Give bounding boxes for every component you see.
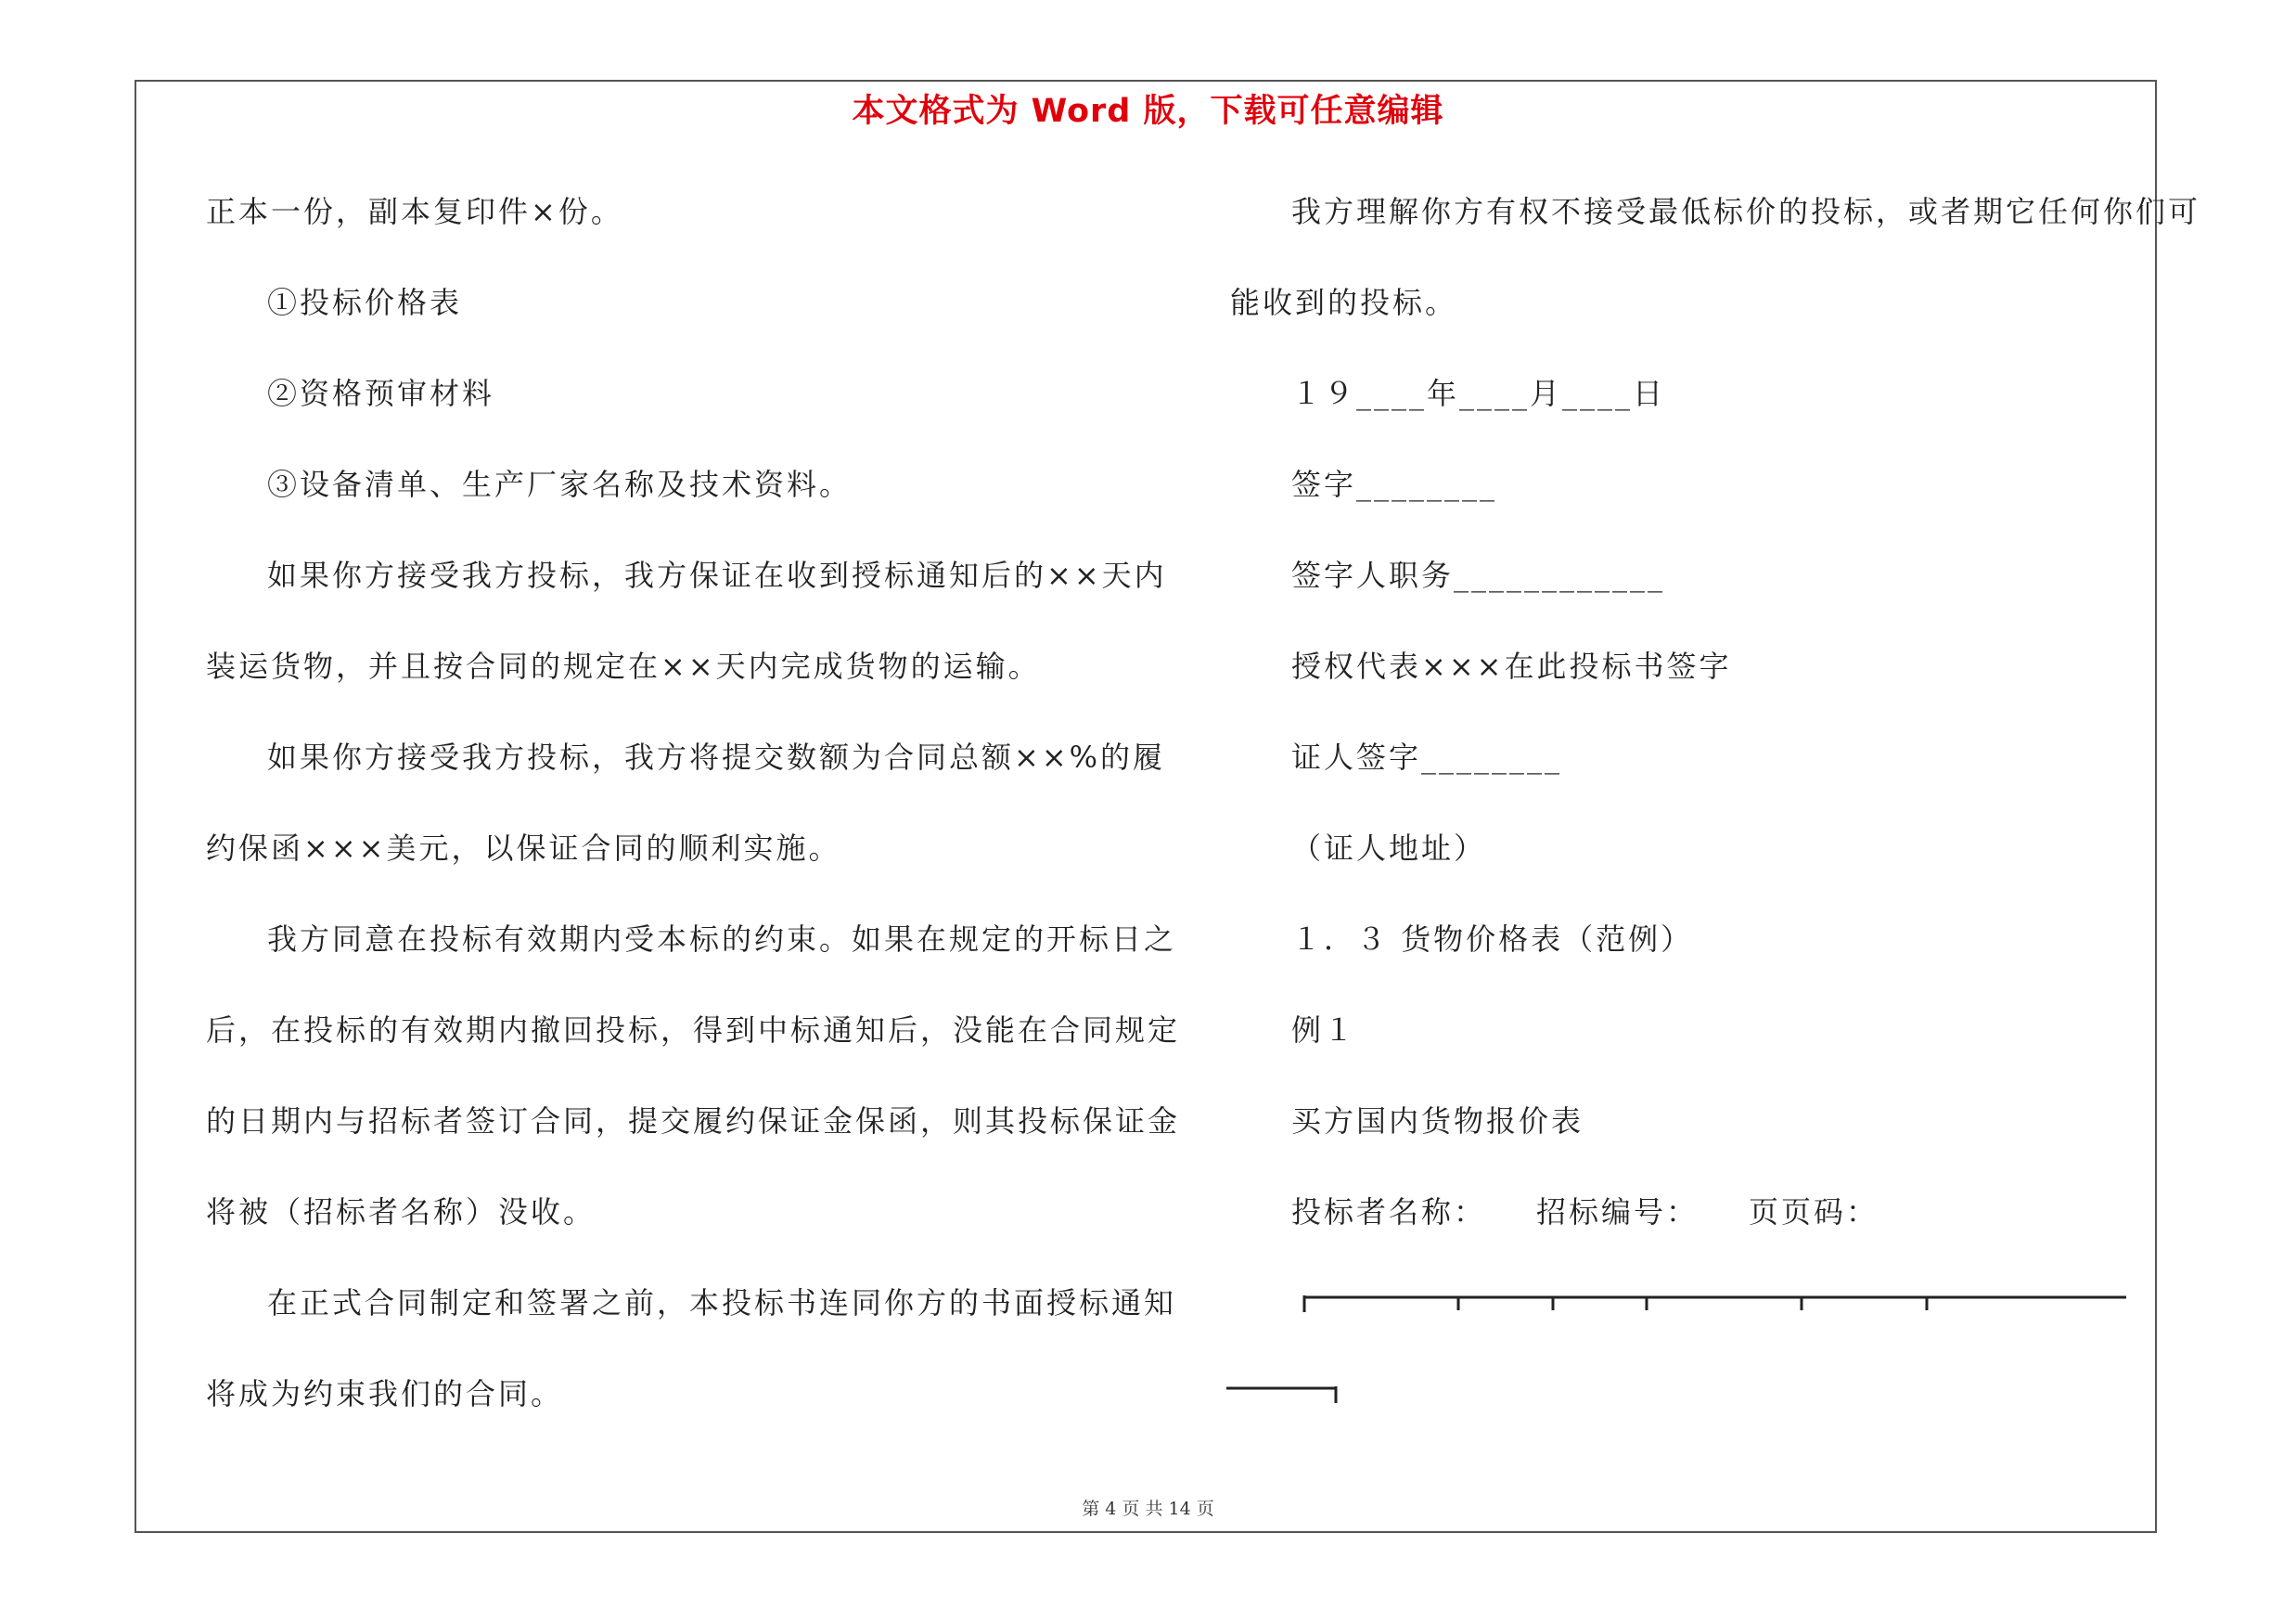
right-line-date: １９____年____月____日 [1291,376,1666,411]
left-line-11: 的日期内与招标者签订合同，提交履约保证金保函，则其投标保证金 [206,1103,1181,1139]
right-line-signer-title: 签字人职务____________ [1291,558,1666,593]
left-line-6: 装运货物，并且按合同的规定在××天内完成货物的运输。 [206,649,1041,684]
right-line-witness-signature: 证人签字________ [1291,740,1563,775]
right-line-1: 我方理解你方有权不接受最低标价的投标，或者期它任何你们可 [1291,194,2201,229]
format-banner: 本文格式为 Word 版，下载可任意编辑 [852,93,1444,130]
left-line-9: 我方同意在投标有效期内受本标的约束。如果在规定的开标日之 [267,921,1177,957]
left-line-10: 后，在投标的有效期内撤回投标，得到中标通知后，没能在合同规定 [206,1012,1181,1048]
right-line-table-title: 买方国内货物报价表 [1291,1103,1584,1139]
right-line-section-heading: １．３ 货物价格表（范例） [1291,921,1694,957]
left-line-2: ①投标价格表 [267,285,463,320]
page-footer: 第 4 页 共 14 页 [1082,1499,1214,1519]
left-line-4: ③设备清单、生产厂家名称及技术资料。 [267,467,853,502]
right-line-example: 例１ [1291,1012,1357,1048]
right-line-2: 能收到的投标。 [1230,285,1458,320]
left-line-7: 如果你方接受我方投标，我方将提交数额为合同总额××%的履 [267,740,1166,775]
left-line-13: 在正式合同制定和签署之前，本投标书连同你方的书面授标通知 [267,1285,1177,1320]
left-line-3: ②资格预审材料 [267,376,495,411]
table-border-lines [1206,1281,2134,1410]
left-line-8: 约保函×××美元，以保证合同的顺利实施。 [206,831,841,866]
right-line-witness-address: （证人地址） [1291,831,1487,866]
left-line-5: 如果你方接受我方投标，我方保证在收到授标通知后的××天内 [267,558,1167,593]
left-line-12: 将被（招标者名称）没收。 [206,1194,596,1230]
right-line-signature: 签字________ [1291,467,1498,502]
left-line-1: 正本一份，副本复印件×份。 [206,194,623,229]
right-line-table-header-fields: 投标者名称： 招标编号： 页页码： [1291,1194,1879,1230]
right-line-authorized-rep: 授权代表×××在此投标书签字 [1291,649,1732,684]
left-line-14: 将成为约束我们的合同。 [206,1376,564,1411]
